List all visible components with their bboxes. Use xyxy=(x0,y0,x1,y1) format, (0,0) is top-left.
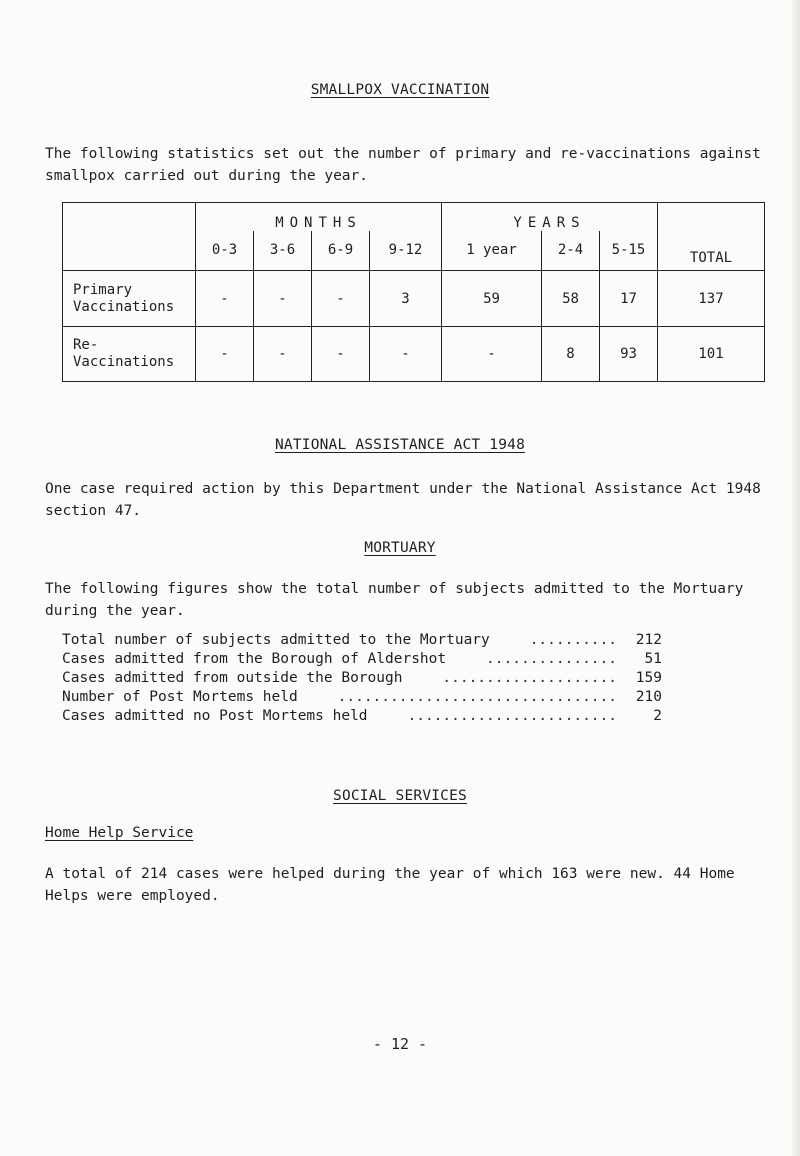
column-header: 6-9 xyxy=(312,231,370,271)
table-cell: - xyxy=(254,327,312,382)
home-help-text: A total of 214 cases were helped during the year of which 163 were new. 44 Home Helps were employed. xyxy=(45,866,744,904)
table-cell: - xyxy=(312,327,370,382)
table-cell: 3 xyxy=(370,271,442,327)
table-row xyxy=(63,327,765,382)
column-header: 3-6 xyxy=(254,231,312,271)
total-column-header: TOTAL xyxy=(658,203,765,271)
list-item xyxy=(62,688,662,707)
item-label: Cases admitted no Post Mortems held xyxy=(62,708,368,724)
leader-dots: ............... xyxy=(486,651,617,667)
leader-dots: ........................ xyxy=(407,708,617,724)
page-number: - 12 - xyxy=(372,1035,428,1053)
leader-dots: ................................ xyxy=(337,689,617,705)
national-assistance-text: One case required action by this Department under the National Assistance Act 1948 section 47. xyxy=(45,481,770,519)
item-label: Total number of subjects admitted to the Mortuary xyxy=(62,632,490,648)
item-value: 51 xyxy=(644,651,662,667)
social-services-heading: SOCIAL SERVICES xyxy=(333,788,467,804)
table-corner-cell xyxy=(63,203,196,271)
mortuary-intro: The following figures show the total number of subjects admitted to the Mortuary during the year. xyxy=(45,581,753,619)
page-edge xyxy=(790,0,800,1156)
table-cell: 101 xyxy=(658,327,765,382)
smallpox-intro: The following statistics set out the number of primary and re-vaccinations against smallpox carried out during the year. xyxy=(45,146,770,184)
list-item xyxy=(62,650,662,669)
item-value: 210 xyxy=(635,689,662,705)
list-item xyxy=(62,631,662,650)
mortuary-heading: MORTUARY xyxy=(364,540,436,556)
column-header: 2-4 xyxy=(542,231,600,271)
row-label: Re- Vaccinations xyxy=(63,327,196,382)
table-cell: - xyxy=(196,271,254,327)
table-cell: - xyxy=(254,271,312,327)
smallpox-heading: SMALLPOX VACCINATION xyxy=(310,82,490,98)
item-label: Cases admitted from outside the Borough xyxy=(62,670,403,686)
table-row xyxy=(63,271,765,327)
leader-dots: .................... xyxy=(442,670,617,686)
table-cell: - xyxy=(312,271,370,327)
table-cell: 93 xyxy=(600,327,658,382)
vaccination-table xyxy=(62,202,765,382)
table-cell: 137 xyxy=(658,271,765,327)
table-cell: - xyxy=(442,327,542,382)
list-item xyxy=(62,707,662,726)
item-label: Number of Post Mortems held xyxy=(62,689,298,705)
column-header: 5-15 xyxy=(600,231,658,271)
table-cell: 8 xyxy=(542,327,600,382)
home-help-subheading: Home Help Service xyxy=(45,825,194,841)
item-value: 2 xyxy=(653,708,662,724)
column-header: 0-3 xyxy=(196,231,254,271)
table-cell: - xyxy=(370,327,442,382)
leader-dots: .......... xyxy=(529,632,617,648)
years-group-header: YEARS xyxy=(442,203,658,231)
table-cell: 59 xyxy=(442,271,542,327)
months-group-header: MONTHS xyxy=(196,203,442,231)
item-label: Cases admitted from the Borough of Aldershot xyxy=(62,651,447,667)
table-cell: 58 xyxy=(542,271,600,327)
column-header: 1 year xyxy=(442,231,542,271)
table-cell: 17 xyxy=(600,271,658,327)
item-value: 212 xyxy=(635,632,662,648)
item-value: 159 xyxy=(635,670,662,686)
table-cell: - xyxy=(196,327,254,382)
national-assistance-heading: NATIONAL ASSISTANCE ACT 1948 xyxy=(274,437,526,453)
mortuary-list xyxy=(62,631,662,726)
list-item xyxy=(62,669,662,688)
column-header: 9-12 xyxy=(370,231,442,271)
row-label: Primary Vaccinations xyxy=(63,271,196,327)
